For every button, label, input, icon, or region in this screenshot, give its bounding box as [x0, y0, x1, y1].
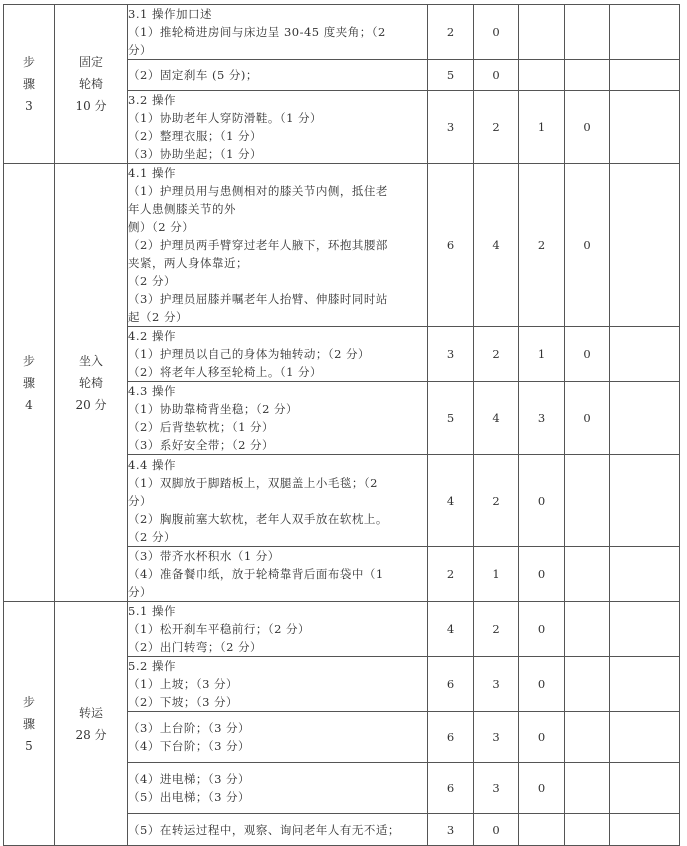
description-line: 分）: [128, 585, 152, 599]
description-line: （1）上坡；（3 分）: [128, 677, 239, 691]
score-d-cell: [565, 602, 610, 657]
score-d-cell: 0: [565, 164, 610, 327]
description-line: （4）进电梯；（3 分）: [128, 772, 251, 786]
actual-score-cell: [610, 164, 680, 327]
score-b-cell: 2: [474, 327, 519, 382]
step-number-cell: [4, 164, 55, 602]
actual-score-cell: [610, 60, 680, 91]
operation-description-cell: [128, 547, 428, 602]
score-c-cell: 0: [519, 657, 565, 712]
phase-label-line: 轮椅: [78, 375, 103, 390]
actual-score-cell: [610, 327, 680, 382]
step-label-line: 3: [25, 99, 33, 113]
step-label-line: 5: [25, 738, 33, 753]
description-line: （5）出电梯；（3 分）: [128, 790, 251, 804]
description-line: 3.1 操作加口述: [128, 7, 212, 21]
step-label-line: 步: [22, 694, 35, 709]
description-line: 4.4 操作: [128, 457, 176, 472]
table-body: [4, 5, 680, 846]
step-label-line: 步: [22, 353, 35, 368]
operation-description-cell: [128, 814, 428, 846]
score-a-cell: 5: [428, 60, 474, 91]
operation-description-cell: [128, 763, 428, 814]
description-line: （2）下坡；（3 分）: [128, 695, 239, 709]
score-a-cell: 6: [428, 712, 474, 763]
description-line: 起（2 分）: [128, 310, 188, 324]
score-a-cell: 3: [428, 91, 474, 164]
description-line: （1）护理员以自己的身体为轴转动；（2 分）: [128, 347, 371, 361]
score-d-cell: [565, 455, 610, 547]
score-a-cell: 2: [428, 547, 474, 602]
score-b-cell: 4: [474, 164, 519, 327]
score-c-cell: 1: [519, 91, 565, 164]
score-c-cell: 2: [519, 164, 565, 327]
actual-score-cell: [610, 5, 680, 60]
table-row: [4, 164, 680, 327]
description-line: （4）准备餐巾纸，放于轮椅靠背后面布袋中（1: [128, 567, 384, 581]
score-a-cell: 3: [428, 327, 474, 382]
phase-label-line: 转运: [78, 705, 103, 720]
description-line: （2）出门转弯；（2 分）: [128, 640, 263, 654]
description-line: 年人患侧膝关节的外: [128, 202, 236, 216]
description-line: 4.1 操作: [128, 166, 176, 180]
description-line: 3.2 操作: [128, 93, 176, 107]
step-number-cell: [4, 602, 55, 846]
score-a-cell: 2: [428, 5, 474, 60]
score-c-cell: 0: [519, 547, 565, 602]
score-b-cell: 2: [474, 455, 519, 547]
operation-description-cell: [128, 657, 428, 712]
table-row: [4, 5, 680, 60]
score-c-cell: 1: [519, 327, 565, 382]
score-c-cell: [519, 5, 565, 60]
score-c-cell: 0: [519, 763, 565, 814]
score-d-cell: [565, 712, 610, 763]
score-b-cell: 1: [474, 547, 519, 602]
operation-description-cell: [128, 382, 428, 455]
score-d-cell: 0: [565, 327, 610, 382]
description-line: （3）带齐水杯积水（1 分）: [128, 549, 280, 563]
score-b-cell: 3: [474, 712, 519, 763]
score-b-cell: 3: [474, 763, 519, 814]
score-a-cell: 5: [428, 382, 474, 455]
description-line: 5.2 操作: [128, 659, 176, 673]
score-a-cell: 6: [428, 763, 474, 814]
operation-description-cell: [128, 164, 428, 327]
description-line: （1）松开刹车平稳前行；（2 分）: [128, 622, 311, 636]
actual-score-cell: [610, 712, 680, 763]
score-a-cell: 3: [428, 814, 474, 846]
operation-description-cell: [128, 327, 428, 382]
description-line: （3）系好安全带；（2 分）: [128, 438, 275, 452]
score-d-cell: [565, 657, 610, 712]
score-b-cell: 2: [474, 602, 519, 657]
score-c-cell: [519, 60, 565, 91]
score-b-cell: 2: [474, 91, 519, 164]
description-line: （1）双脚放于脚踏板上，双腿盖上小毛毯；（2: [128, 475, 378, 490]
phase-label-line: 坐入: [78, 353, 103, 368]
phase-label-line: 固定: [78, 55, 103, 69]
score-c-cell: 3: [519, 382, 565, 455]
score-b-cell: 0: [474, 60, 519, 91]
description-line: （2）护理员两手臂穿过老年人腋下，环抱其腰部: [128, 238, 388, 252]
step-label-line: 骤: [22, 716, 35, 731]
score-b-cell: 0: [474, 5, 519, 60]
description-line: 侧）（2 分）: [128, 220, 195, 234]
description-line: （3）协助坐起；（1 分）: [128, 147, 263, 161]
description-line: （2）后背垫软枕；（1 分）: [128, 420, 275, 434]
description-line: 夹紧，两人身体靠近；: [128, 256, 248, 270]
score-d-cell: [565, 814, 610, 846]
description-line: （4）下台阶；（3 分）: [128, 739, 251, 753]
phase-label-line: 28 分: [75, 727, 107, 742]
score-b-cell: 3: [474, 657, 519, 712]
phase-label-line: 轮椅: [78, 77, 103, 91]
score-a-cell: 6: [428, 657, 474, 712]
description-line: （2 分）: [128, 274, 176, 288]
description-line: 分）: [128, 43, 152, 57]
score-d-cell: 0: [565, 91, 610, 164]
step-label-line: 骤: [22, 77, 35, 91]
score-c-cell: 0: [519, 602, 565, 657]
description-line: （1）协助靠椅背坐稳；（2 分）: [128, 402, 299, 416]
description-line: （1）护理员用与患侧相对的膝关节内侧，抵住老: [128, 184, 388, 198]
description-line: （2）整理衣服；（1 分）: [128, 129, 263, 143]
description-line: （3）护理员屈膝并嘱老年人抬臂、伸膝时同时站: [128, 292, 388, 306]
actual-score-cell: [610, 763, 680, 814]
description-line: （1）推轮椅进房间与床边呈 30-45 度夹角；（2: [128, 25, 386, 39]
score-d-cell: [565, 763, 610, 814]
scoring-table: [3, 4, 680, 846]
phase-name-cell: [55, 5, 128, 164]
phase-name-cell: [55, 602, 128, 846]
actual-score-cell: [610, 657, 680, 712]
step-number-cell: [4, 5, 55, 164]
actual-score-cell: [610, 455, 680, 547]
operation-description-cell: [128, 602, 428, 657]
operation-description-cell: [128, 712, 428, 763]
phase-name-cell: [55, 164, 128, 602]
step-label-line: 骤: [22, 375, 35, 390]
score-d-cell: [565, 547, 610, 602]
phase-label-line: 10 分: [75, 99, 107, 113]
description-line: 5.1 操作: [128, 604, 176, 618]
description-line: （1）协助老年人穿防滑鞋。（1 分）: [128, 111, 323, 125]
score-c-cell: [519, 814, 565, 846]
score-b-cell: 0: [474, 814, 519, 846]
description-line: （2 分）: [128, 529, 176, 544]
operation-description-cell: [128, 455, 428, 547]
description-line: （2）固定刹车 (5 分)；: [128, 68, 258, 82]
phase-label-line: 20 分: [75, 397, 107, 412]
actual-score-cell: [610, 602, 680, 657]
description-line: （2）将老年人移至轮椅上。（1 分）: [128, 365, 323, 379]
score-c-cell: 0: [519, 712, 565, 763]
score-c-cell: 0: [519, 455, 565, 547]
actual-score-cell: [610, 91, 680, 164]
score-d-cell: 0: [565, 382, 610, 455]
description-line: （2）胸腹前塞大软枕，老年人双手放在软枕上。: [128, 511, 388, 526]
score-a-cell: 6: [428, 164, 474, 327]
description-line: 4.3 操作: [128, 384, 176, 398]
score-b-cell: 4: [474, 382, 519, 455]
description-line: （3）上台阶；（3 分）: [128, 721, 251, 735]
score-d-cell: [565, 60, 610, 91]
description-line: （5）在转运过程中，观察、询问老年人有无不适；: [128, 822, 400, 837]
score-a-cell: 4: [428, 602, 474, 657]
actual-score-cell: [610, 814, 680, 846]
description-line: 分）: [128, 493, 152, 508]
description-line: 4.2 操作: [128, 329, 176, 343]
score-a-cell: 4: [428, 455, 474, 547]
actual-score-cell: [610, 382, 680, 455]
operation-description-cell: [128, 5, 428, 60]
step-label-line: 步: [22, 55, 35, 69]
operation-description-cell: [128, 60, 428, 91]
actual-score-cell: [610, 547, 680, 602]
step-label-line: 4: [25, 397, 33, 412]
operation-description-cell: [128, 91, 428, 164]
score-d-cell: [565, 5, 610, 60]
table-row: [4, 602, 680, 657]
